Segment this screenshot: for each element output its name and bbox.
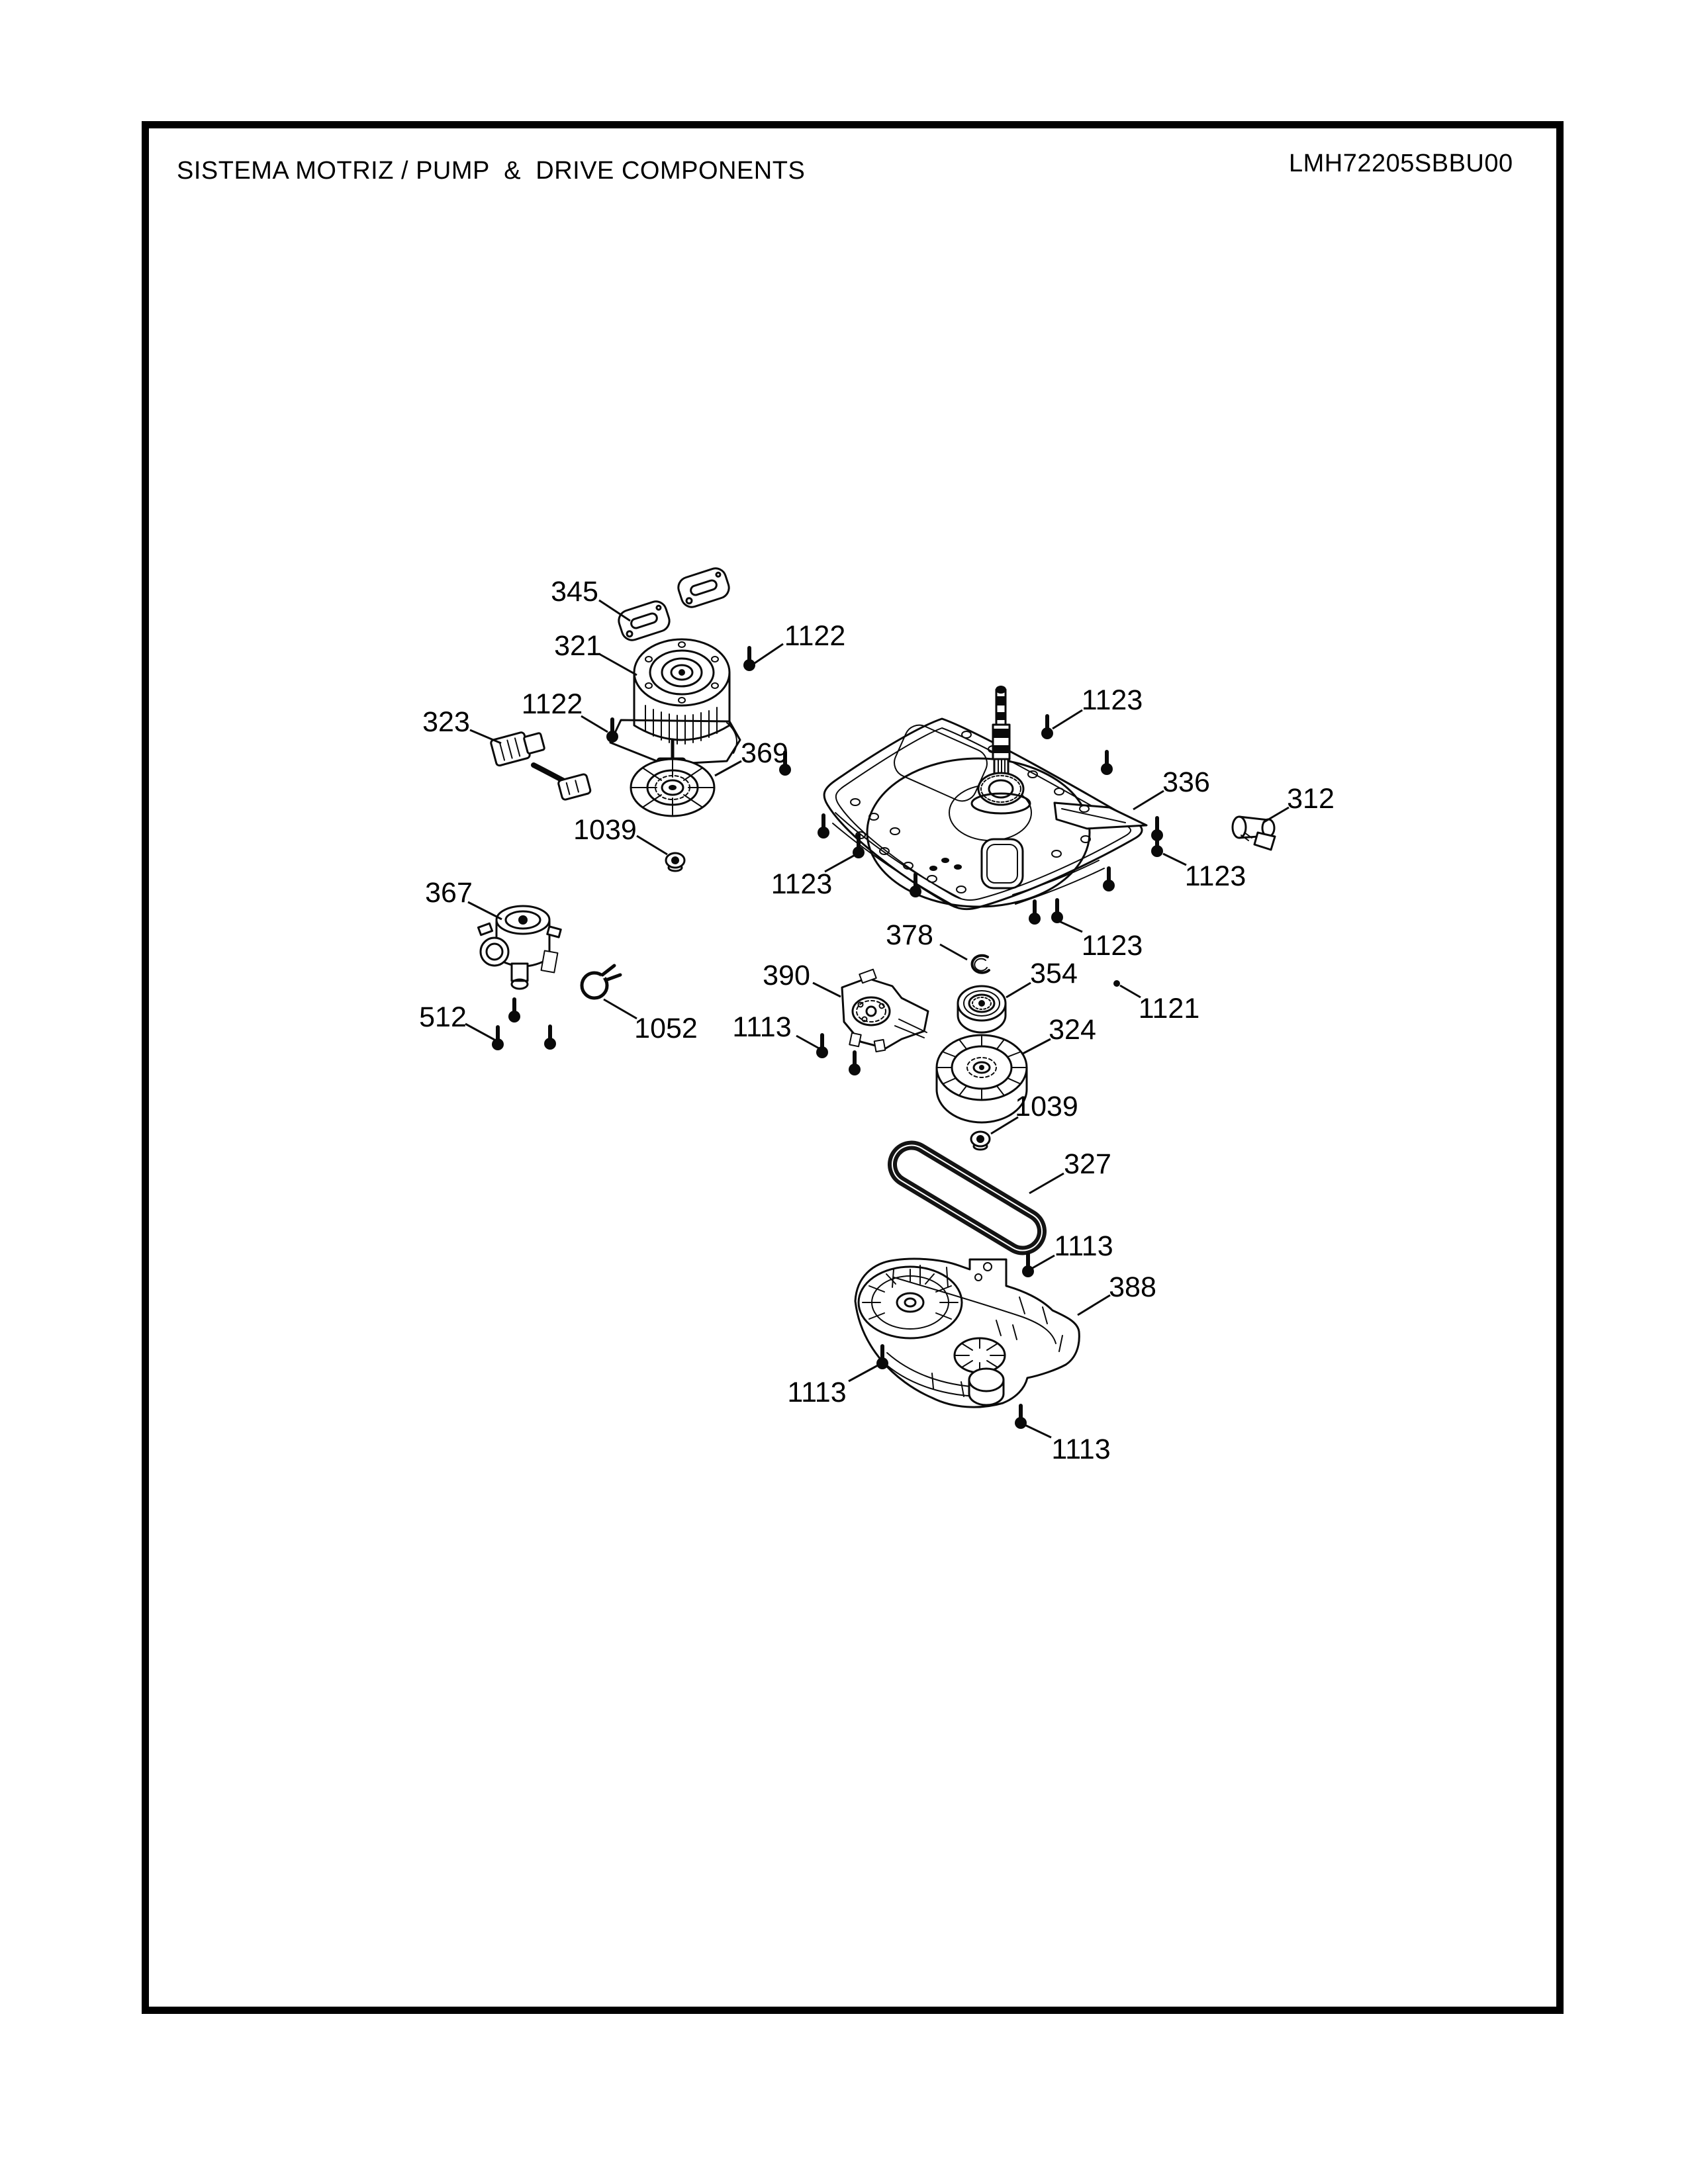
callout-leader-1121 [1120, 985, 1141, 997]
callout-label-1123: 1123 [1184, 860, 1246, 892]
callout-leader-512 [465, 1024, 494, 1040]
shift-actuator-drawing [842, 970, 928, 1052]
callout-label-388: 388 [1109, 1271, 1156, 1303]
callout-label-327: 327 [1064, 1148, 1111, 1180]
callout-label-1113: 1113 [787, 1377, 847, 1408]
callout-label-1123: 1123 [771, 868, 833, 900]
callout-leader-312 [1263, 807, 1289, 823]
callout-label-1113: 1113 [1051, 1433, 1111, 1465]
callout-leader-1113 [849, 1365, 879, 1381]
callout-leader-1113 [796, 1036, 820, 1049]
callout-leader-324 [1023, 1039, 1051, 1054]
callout-leader-367 [468, 902, 502, 919]
gasket-plate-drawing [616, 599, 673, 643]
callout-leader-1122 [581, 716, 608, 732]
motor-drawing [610, 639, 740, 777]
callout-leader-1039 [991, 1117, 1018, 1134]
callout-label-323: 323 [422, 706, 470, 738]
screw-icon [1029, 901, 1041, 925]
callout-label-1113: 1113 [732, 1011, 792, 1043]
callout-label-1122: 1122 [521, 688, 583, 720]
callout-leader-1123 [1059, 921, 1082, 932]
callout-leader-354 [1006, 983, 1031, 997]
callout-label-369: 369 [741, 737, 788, 769]
screw-icon [1022, 1254, 1034, 1277]
screw-icon [1051, 900, 1063, 923]
callout-leader-1123 [1163, 854, 1186, 865]
page-title: SISTEMA MOTRIZ / PUMP & DRIVE COMPONENTS [177, 157, 806, 185]
callout-label-336: 336 [1162, 766, 1210, 798]
callout-label-354: 354 [1030, 958, 1078, 989]
hose-clamp-drawing [582, 966, 620, 998]
screw-icon [1101, 752, 1113, 775]
callout-label-1113: 1113 [1054, 1230, 1113, 1262]
callout-label-378: 378 [886, 919, 933, 951]
callout-leader-378 [940, 944, 967, 960]
callout-leader-1113 [1025, 1425, 1051, 1437]
callout-label-1039: 1039 [1015, 1091, 1078, 1122]
screw-icon [743, 648, 755, 671]
screw-icon [1041, 716, 1053, 739]
drive-belt-drawing [879, 1132, 1056, 1264]
base-plate-drawing [824, 719, 1147, 909]
model-number: LMH72205SBBU00 [1289, 150, 1513, 177]
callout-label-324: 324 [1049, 1014, 1096, 1046]
pulley-drawing [937, 1035, 1027, 1122]
callout-label-1123: 1123 [1081, 684, 1143, 716]
screw-icon [544, 1026, 556, 1050]
callout-label-1123: 1123 [1081, 930, 1143, 962]
callout-leader-369 [715, 761, 741, 776]
wire-harness-drawing [491, 727, 591, 800]
gasket-plate-drawing [676, 566, 732, 610]
coupler-drawing [1233, 817, 1275, 850]
callout-leader-390 [813, 983, 841, 997]
callout-label-512: 512 [419, 1001, 467, 1033]
callout-label-390: 390 [763, 960, 810, 991]
callout-leader-1052 [604, 999, 637, 1019]
callout-leader-336 [1133, 791, 1164, 809]
callout-leader-1113 [1031, 1255, 1055, 1269]
callout-leader-327 [1029, 1173, 1064, 1193]
callout-label-312: 312 [1287, 783, 1335, 815]
retaining-ring-drawing [972, 956, 989, 973]
callout-label-345: 345 [551, 576, 598, 608]
drain-pump-drawing [478, 906, 561, 989]
bottom-housing-drawing [855, 1259, 1079, 1407]
callout-leader-1039 [637, 836, 667, 854]
callout-label-1121: 1121 [1138, 993, 1200, 1024]
screw-icon [508, 999, 520, 1023]
callout-leader-1123 [1053, 710, 1082, 729]
callout-label-1122: 1122 [784, 620, 846, 652]
nut-icon [666, 853, 684, 871]
pin-dot-icon [1113, 980, 1120, 987]
callout-label-1052: 1052 [634, 1013, 698, 1044]
callout-leader-321 [599, 654, 637, 675]
callout-leader-323 [470, 730, 501, 743]
screw-icon [849, 1052, 861, 1075]
screw-icon [1103, 868, 1115, 891]
nut-icon [971, 1132, 990, 1150]
callout-label-367: 367 [425, 877, 473, 909]
screw-icon [818, 815, 829, 839]
callout-leader-1122 [755, 644, 783, 663]
callout-leader-388 [1078, 1295, 1110, 1315]
clutch-drawing [958, 986, 1006, 1032]
callout-label-1039: 1039 [573, 814, 637, 846]
callout-label-321: 321 [554, 630, 602, 662]
